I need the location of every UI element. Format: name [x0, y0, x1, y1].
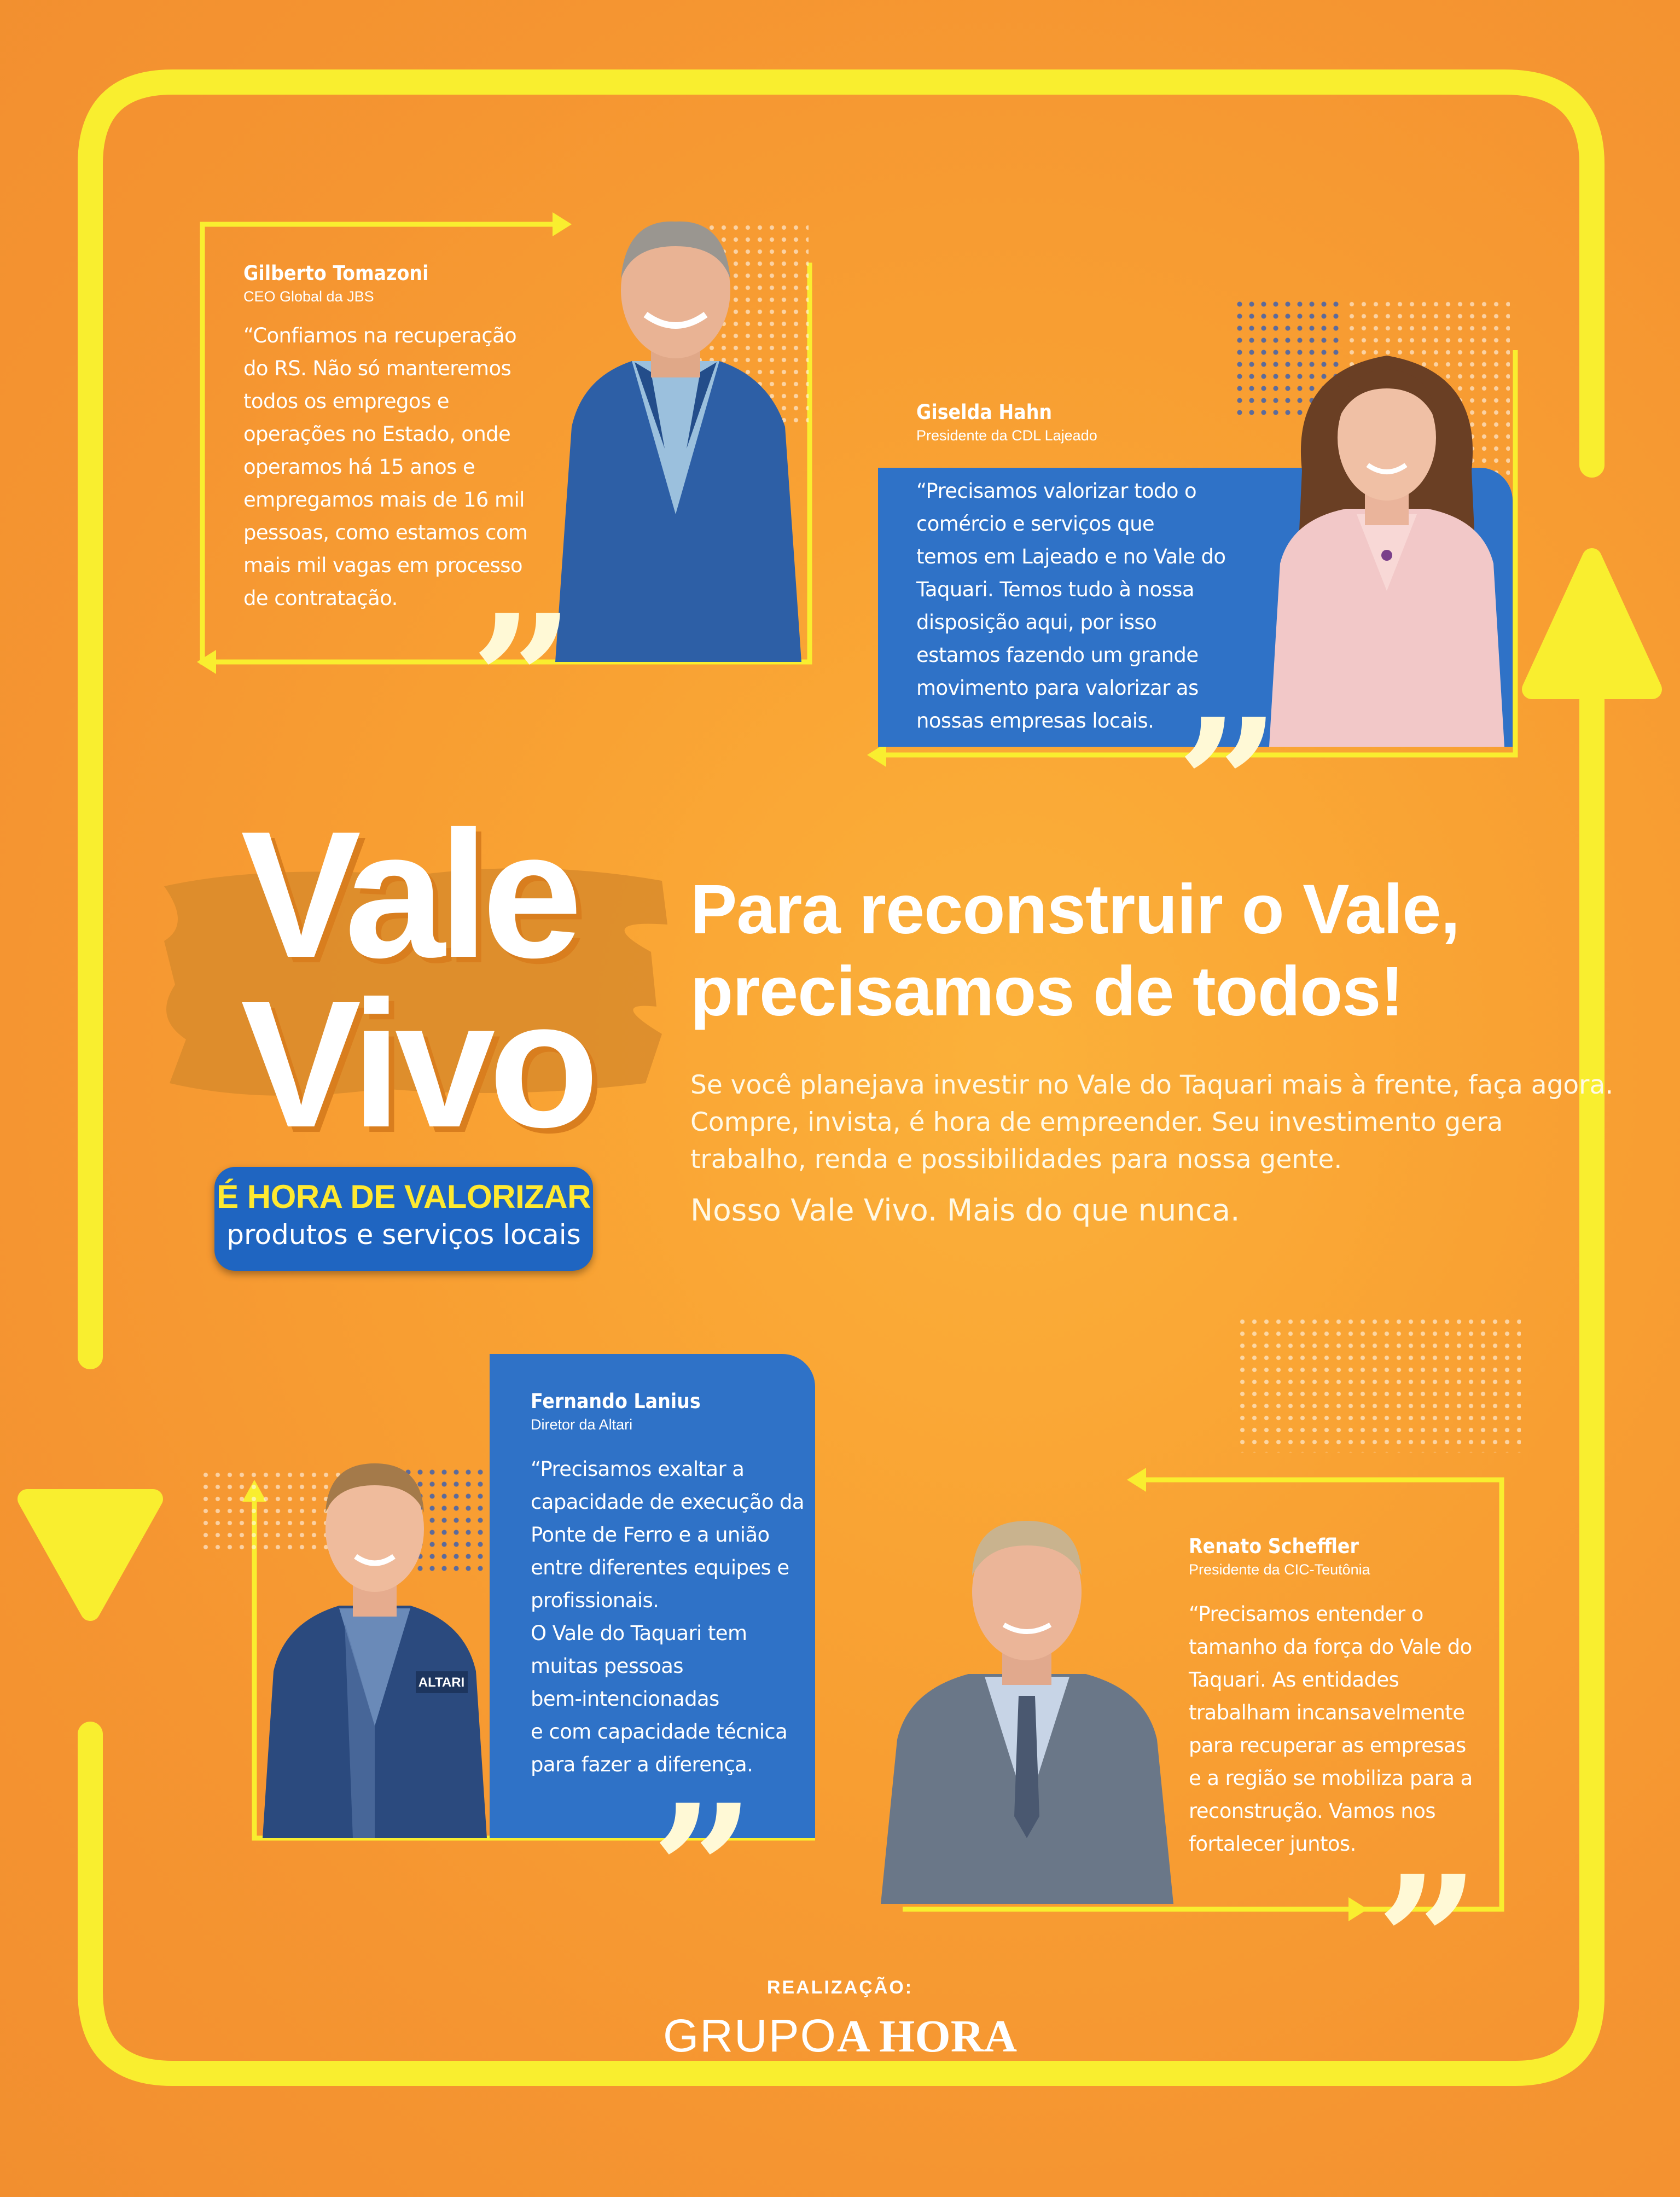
- logo-word-vivo: Vivo: [241, 963, 592, 1165]
- portrait-fernando: [257, 1442, 492, 1838]
- quote-mark-icon: ”: [1376, 1836, 1480, 2048]
- logo-badge: [214, 1167, 593, 1271]
- brand-logo: [0, 2009, 1680, 2063]
- quote-author-name: Gilberto Tomazoni: [243, 261, 429, 285]
- body-text: [690, 1067, 1614, 1178]
- body-line: Se você planejava investir no Vale do Taquari mais à frente, faça agora.: [690, 1070, 1614, 1100]
- quote-mark-icon: ”: [1176, 679, 1280, 891]
- body-line: trabalho, renda e possibilidades para nossa gente.: [690, 1144, 1342, 1175]
- quote-block-renato: [1189, 1535, 1473, 1861]
- right-arrowhead-icon: [1532, 558, 1652, 689]
- quote-author-name: Giselda Hahn: [916, 400, 1053, 424]
- body-line: Compre, invista, é hora de empreender. Seu investimento gera: [690, 1107, 1503, 1137]
- footer-label: REALIZAÇÃO:: [766, 1977, 914, 1998]
- brand-part-1: GRUPO: [662, 2010, 837, 2061]
- quote-block-gilberto: [243, 261, 527, 615]
- quote-mark-icon: ”: [651, 1765, 755, 1977]
- quote-author-role: Presidente da CIC-Teutônia: [1189, 1561, 1370, 1578]
- headline-line: precisamos de todos!: [690, 952, 1403, 1031]
- left-arrowhead-icon: [27, 1499, 153, 1611]
- jacket-logo: ALTARI: [418, 1675, 465, 1690]
- brand-part-2: A HORA: [837, 2011, 1018, 2062]
- logo-badge-title: É HORA DE VALORIZAR: [217, 1178, 591, 1215]
- portrait-gilberto: [539, 208, 812, 662]
- headline: [690, 869, 1620, 1033]
- quote-text: “Precisamos exaltar a capacidade de execução da Ponte de Ferro e a união entre diferentes equipes e profissionais. O Vale do Taquari tem muitas pessoas bem-intencionadas e com capacidade técnica para fazer a diferença.: [531, 1457, 804, 1776]
- quote-text: “Precisamos entender o tamanho da força do Vale do Taquari. As entidades trabalham incansavelmente para recuperar as empresas e a região se mobiliza para a reconstrução. Vamos nos fortalecer juntos.: [1189, 1602, 1473, 1856]
- logo-badge-subtitle: produtos e serviços locais: [226, 1219, 581, 1251]
- tagline: Nosso Vale Vivo. Mais do que nunca.: [690, 1193, 1240, 1228]
- quote-author-role: Presidente da CDL Lajeado: [916, 427, 1097, 444]
- logo-word-vale: Vale: [241, 793, 576, 995]
- quote-text: “Confiamos na recuperação do RS. Não só manteremos todos os empregos e operações no Estado, onde operamos há 15 anos e empregamos mais de 16 mil pessoas, como estamos com mais mil vagas em processo de contratação.: [243, 324, 528, 610]
- quote-author-name: Fernando Lanius: [531, 1390, 701, 1413]
- quote-author-role: Diretor da Altari: [531, 1416, 633, 1433]
- headline-line: Para reconstruir o Vale,: [690, 870, 1460, 949]
- quote-author-role: CEO Global da JBS: [243, 288, 374, 305]
- portrait-renato: [875, 1488, 1179, 1904]
- dot-pattern: [1236, 1316, 1521, 1452]
- quote-block-fernando: [531, 1390, 804, 1781]
- quote-author-name: Renato Scheffler: [1189, 1535, 1359, 1558]
- quote-text: “Precisamos valorizar todo o comércio e serviços que temos em Lajeado e no Vale do Taquari. Temos tudo à nossa disposição aqui, por isso estamos fazendo um grande movimento para valorizar as nossas empresas locais.: [916, 479, 1226, 733]
- quote-mark-icon: ”: [470, 575, 574, 787]
- portrait-giselda: [1258, 306, 1515, 747]
